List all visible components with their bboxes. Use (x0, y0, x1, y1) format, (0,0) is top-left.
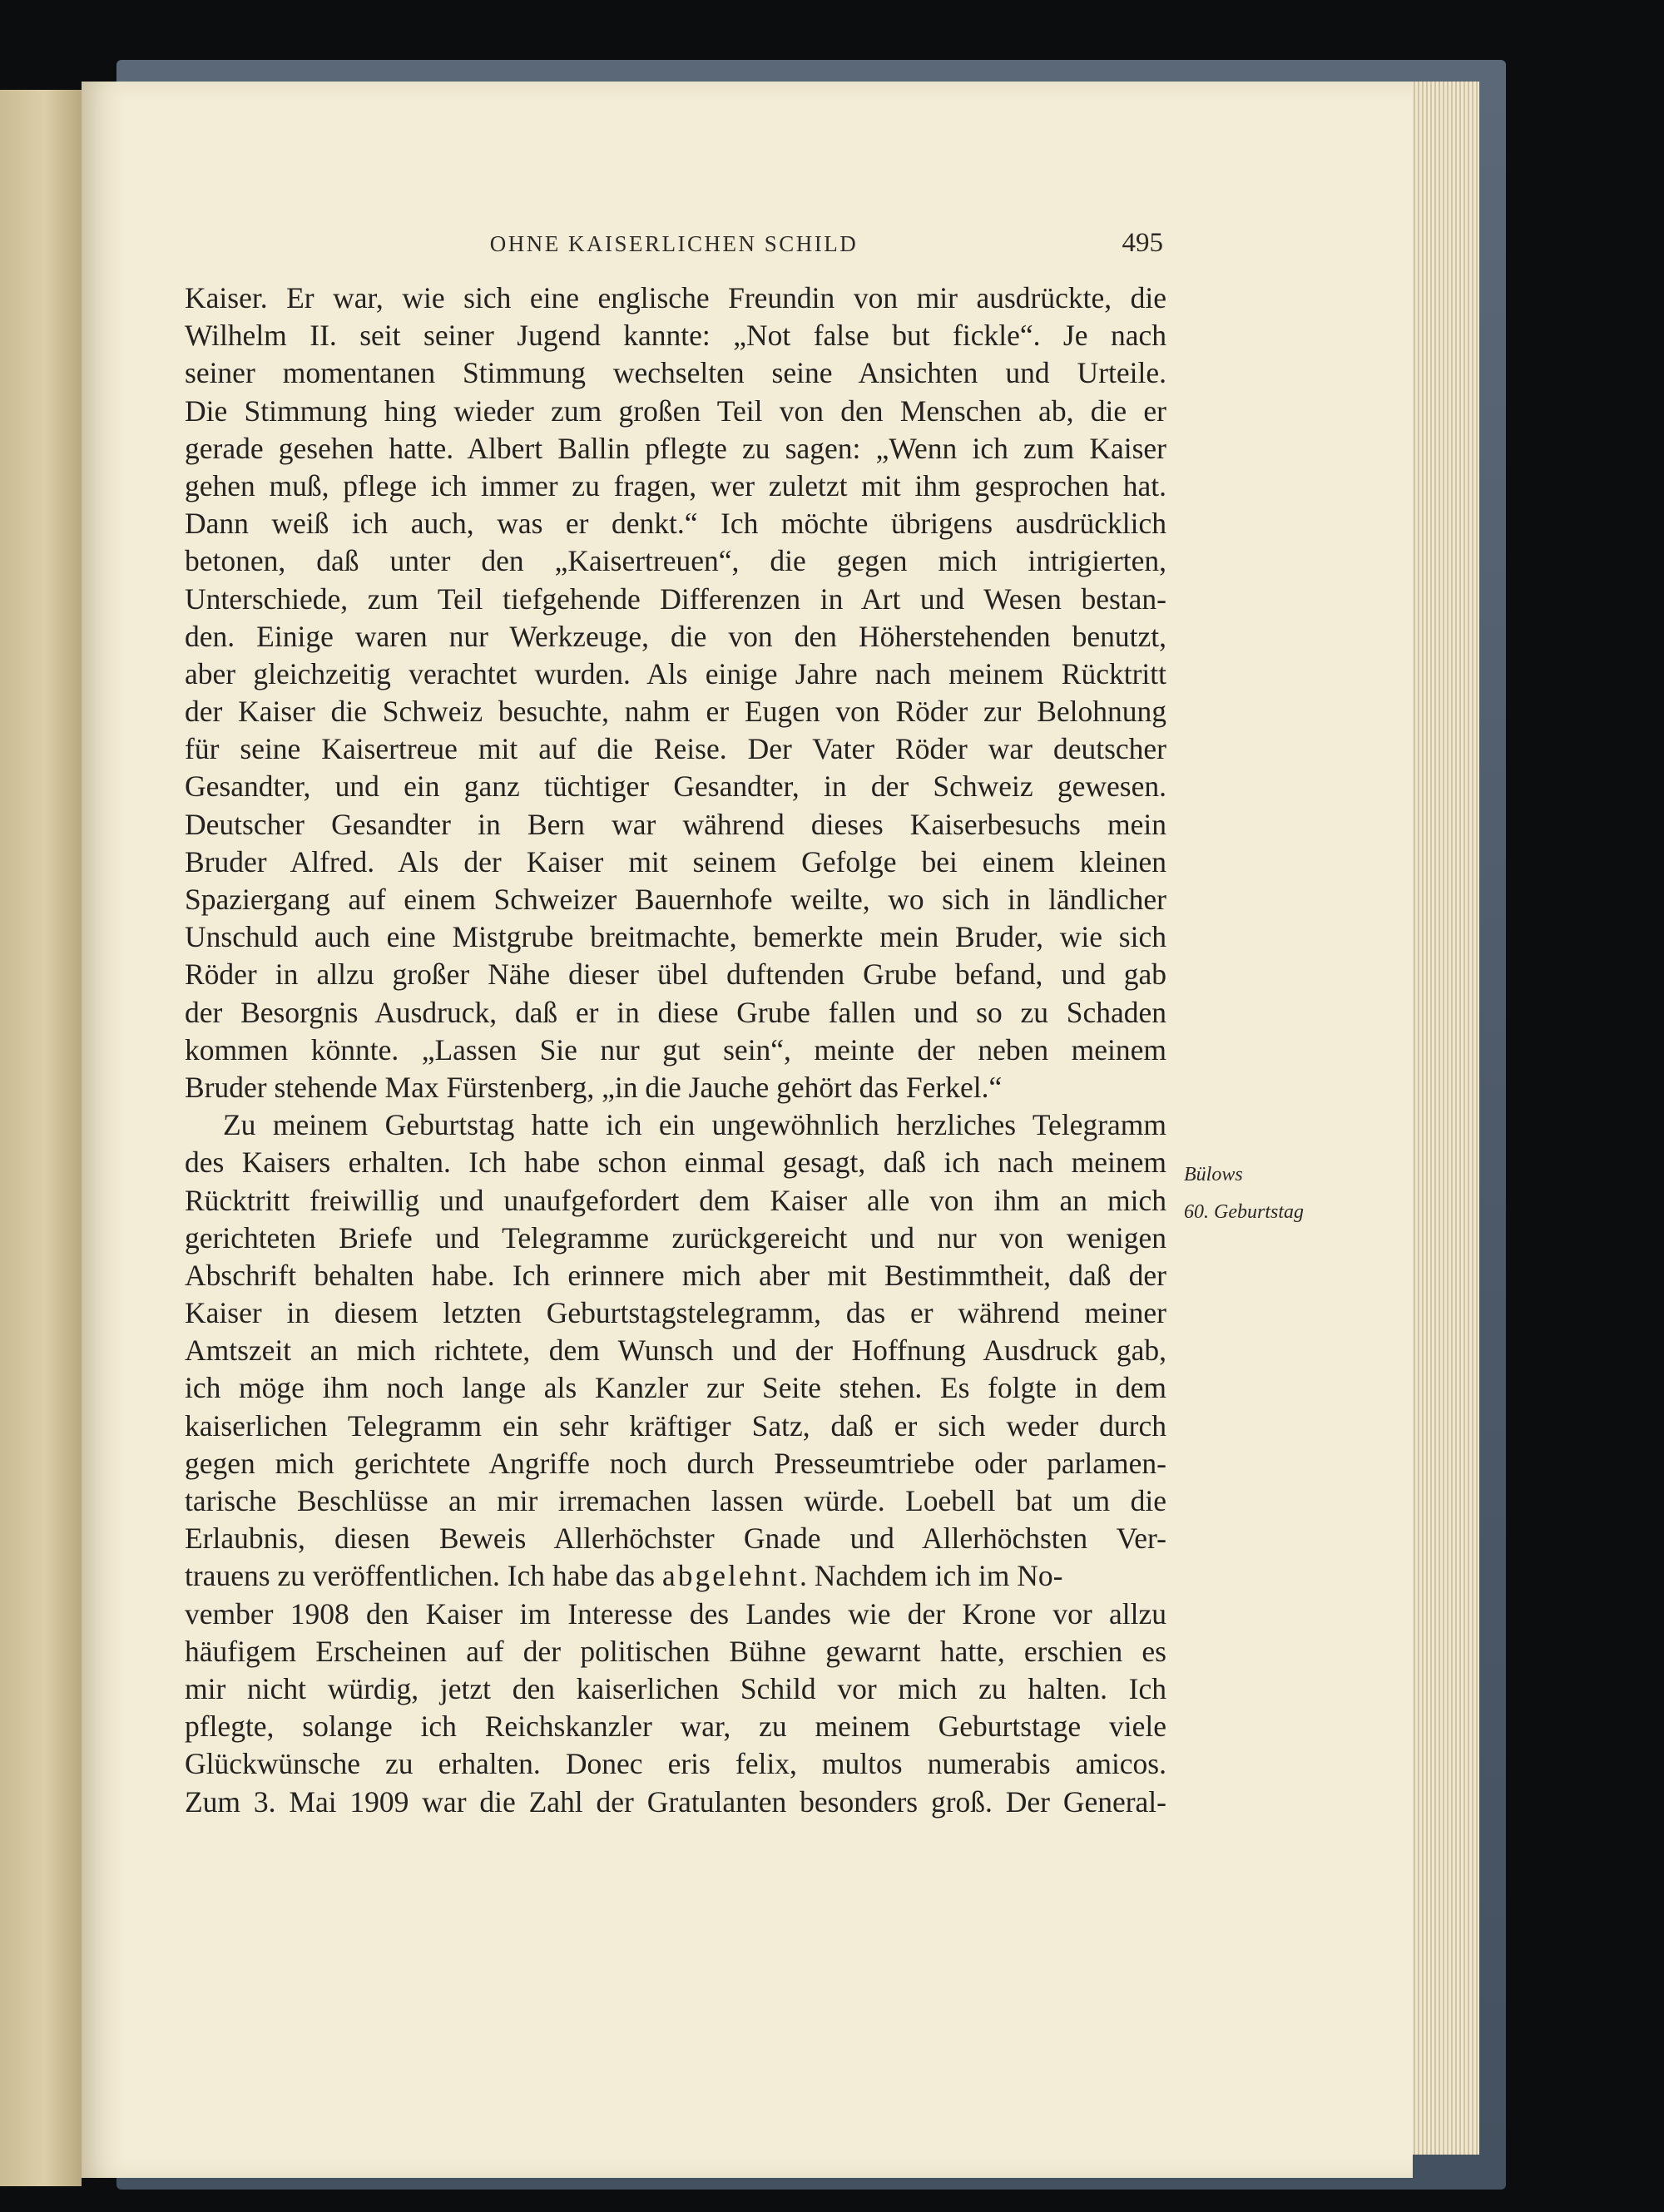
text-line: Kaiser. Er war, wie sich eine englische Freundin von mir ausdrückte, die (185, 281, 1166, 314)
text-segment: . Nachdem ich im No- (800, 1559, 1063, 1593)
text-line: der Kaiser die Schweiz besuchte, nahm er Eugen von Röder zur Belohnung (185, 695, 1166, 729)
text-line: Glückwünsche zu erhalten. Donec eris felix, multos numerabis amicos. (185, 1747, 1166, 1781)
text-line: den. Einige waren nur Werkzeuge, die von den Höherstehenden benutzt, (185, 619, 1166, 653)
text-line: Amtszeit an mich richtete, dem Wunsch und der Hoffnung Ausdruck gab, (185, 1334, 1166, 1368)
running-head (185, 228, 1163, 265)
text-line: Bruder Alfred. Als der Kaiser mit seinem Gefolge bei einem kleinen (185, 844, 1166, 878)
body-text (185, 280, 1166, 1821)
text-line: Gesandter, und ein ganz tüchtiger Gesandter, in der Schweiz gewesen. (185, 769, 1166, 804)
text-line: Erlaubnis, diesen Beweis Allerhöchster Gnade und Allerhöchsten Ver- (185, 1522, 1166, 1556)
text-line: Abschrift behalten habe. Ich erinnere mich aber mit Bestimmtheit, daß der (185, 1258, 1166, 1292)
text-line: Bruder stehende Max Fürstenberg, „in die Jauche gehört das Ferkel.“ (185, 1070, 1003, 1104)
text-line: mir nicht würdig, jetzt den kaiserlichen Schild vor mich zu halten. Ich (185, 1671, 1166, 1705)
text-line: Unschuld auch eine Mistgrube breitmachte, bemerkte mein Bruder, wie sich (185, 920, 1166, 954)
text-line: Röder in allzu großer Nähe dieser übel duftenden Grube befand, und gab (185, 958, 1166, 992)
text-line: Wilhelm II. seit seiner Jugend kannte: „Not false but fickle“. Je nach (185, 319, 1166, 353)
marginal-note (1184, 1156, 1375, 1231)
text-line: kaiserlichen Telegramm ein sehr kräftiger Satz, daß er sich weder durch (185, 1408, 1166, 1443)
text-line: Dann weiß ich auch, was er denkt.“ Ich möchte übrigens ausdrücklich (185, 507, 1166, 541)
marginal-note-line: Bülows (1184, 1164, 1243, 1185)
text-line: gehen muß, pflege ich immer zu fragen, wer zuletzt mit ihm gesprochen hat. (185, 468, 1166, 502)
text-line: für seine Kaisertreue mit auf die Reise. Der Vater Röder war deutscher (185, 732, 1166, 766)
text-segment: trauens zu veröffentlichen. Ich habe das (185, 1559, 656, 1593)
text-line: gerichteten Briefe und Telegramme zurückgereicht und nur von wenigen (185, 1220, 1166, 1254)
marginal-note-line: 60. Geburtstag (1184, 1201, 1304, 1224)
text-line: Rücktritt freiwillig und unaufgefordert dem Kaiser alle von ihm an mich (185, 1183, 1166, 1217)
text-line: Die Stimmung hing wieder zum großen Teil von den Menschen ab, die er (185, 393, 1166, 428)
text-line: der Besorgnis Ausdruck, daß er in diese Grube fallen und so zu Schaden (185, 995, 1166, 1029)
text-line: betonen, daß unter den „Kaisertreuen“, die gegen mich intrigierten, (185, 544, 1166, 578)
text-line: gerade gesehen hatte. Albert Ballin pflegte zu sagen: „Wenn ich zum Kaiser (185, 431, 1166, 465)
text-line: tarische Beschlüsse an mir irremachen lassen würde. Loebell bat um die (185, 1484, 1166, 1517)
text-line: gegen mich gerichtete Angriffe noch durch Presseumtriebe oder parlamen- (185, 1446, 1166, 1480)
running-title: OHNE KAISERLICHEN SCHILD (489, 231, 859, 256)
text-line: aber gleichzeitig verachtet wurden. Als einige Jahre nach meinem Rücktritt (185, 656, 1166, 690)
text-line: häufigem Erscheinen auf der politischen Bühne gewarnt hatte, erschien es (185, 1634, 1166, 1668)
text-line: Zu meinem Geburtstag hatte ich ein ungewöhnlich herzliches Telegramm (223, 1108, 1166, 1142)
text-line (185, 1557, 1166, 1595)
text-line: ich möge ihm noch lange als Kanzler zur Seite stehen. Es folgte in dem (185, 1371, 1166, 1405)
text-line: Kaiser in diesem letzten Geburtstagstelegramm, das er während meiner (185, 1296, 1166, 1330)
text-line: kommen könnte. „Lassen Sie nur gut sein“, meinte der neben meinem (185, 1032, 1166, 1066)
text-line: pflegte, solange ich Reichskanzler war, zu meinem Geburtstage viele (185, 1710, 1166, 1744)
text-line: Spaziergang auf einem Schweizer Bauernhofe weilte, wo sich in ländlicher (185, 883, 1166, 916)
text-line: seiner momentanen Stimmung wechselten seine Ansichten und Urteile. (185, 356, 1166, 390)
page-edges (1411, 82, 1479, 2155)
adjacent-left-page (0, 90, 82, 2186)
page-number: 495 (1122, 228, 1163, 258)
text-line: Deutscher Gesandter in Bern war während dieses Kaiserbesuchs mein (185, 807, 1166, 841)
text-line: vember 1908 den Kaiser im Interesse des Landes wie der Krone vor allzu (185, 1596, 1166, 1631)
text-line: Zum 3. Mai 1909 war die Zahl der Gratulanten besonders groß. Der General- (185, 1784, 1166, 1819)
text-line: Unterschiede, zum Teil tiefgehende Differenzen in Art und Wesen bestan- (185, 581, 1166, 616)
text-line: des Kaisers erhalten. Ich habe schon einmal gesagt, daß ich nach meinem (185, 1146, 1166, 1180)
spaced-emphasis: abgelehnt (662, 1559, 800, 1593)
